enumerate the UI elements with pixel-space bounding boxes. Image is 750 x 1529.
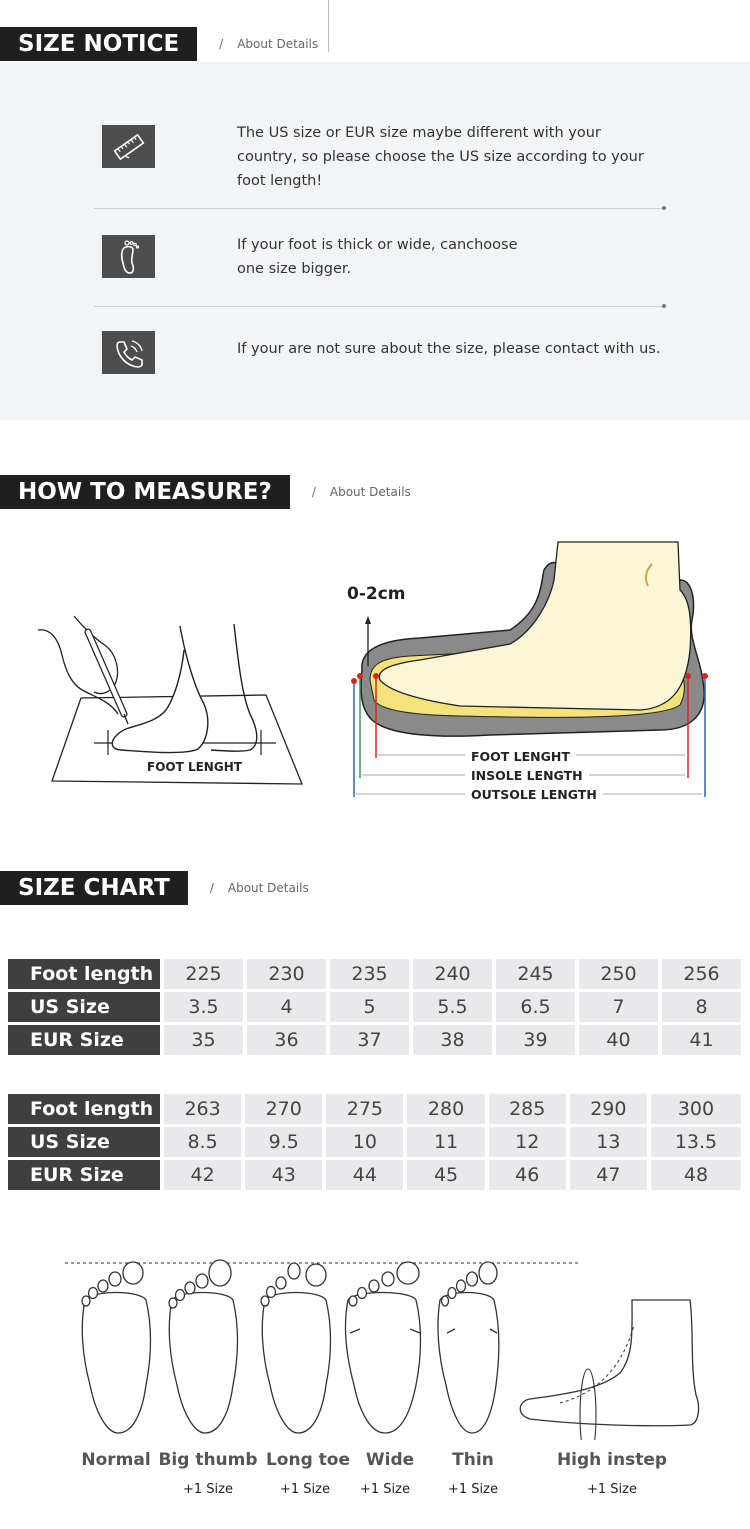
notice-divider <box>94 208 664 209</box>
table-cell: 47 <box>570 1160 647 1190</box>
table-cell: 290 <box>570 1094 647 1124</box>
row-header: EUR Size <box>8 1025 160 1055</box>
foot-types-illustration <box>60 1255 730 1440</box>
shoe-foot-length-label: FOOT LENGHT <box>465 749 576 764</box>
table-cell: 37 <box>330 1025 409 1055</box>
table-cell: 245 <box>496 959 575 989</box>
foot-type-label: Big thumb <box>158 1450 258 1470</box>
foot-type-label: Thin <box>452 1450 494 1470</box>
table-cell: 43 <box>245 1160 322 1190</box>
table-cell: 9.5 <box>245 1127 322 1157</box>
table-row <box>8 992 741 1022</box>
table-row <box>8 1127 741 1157</box>
table-cell: 263 <box>164 1094 241 1124</box>
table-cell: 285 <box>489 1094 566 1124</box>
table-cell: 11 <box>407 1127 484 1157</box>
row-header: Foot length <box>8 959 160 989</box>
table-cell: 40 <box>579 1025 658 1055</box>
table-cell: 6.5 <box>496 992 575 1022</box>
table-cell: 46 <box>489 1160 566 1190</box>
table-cell: 13 <box>570 1127 647 1157</box>
shoe-cross-section-illustration <box>340 540 720 805</box>
table-cell: 12 <box>489 1127 566 1157</box>
table-cell: 36 <box>247 1025 326 1055</box>
table-cell: 42 <box>164 1160 241 1190</box>
section-subtitle: / About Details <box>311 485 411 499</box>
how-to-measure-header <box>0 475 411 509</box>
table-cell: 7 <box>579 992 658 1022</box>
foot-icon <box>102 235 155 278</box>
foot-type-label: Wide <box>365 1450 415 1470</box>
table-cell: 48 <box>651 1160 741 1190</box>
table-cell: 13.5 <box>651 1127 741 1157</box>
table-row <box>8 1094 741 1124</box>
table-cell: 225 <box>164 959 243 989</box>
size-adjustment: +1 Size <box>280 1482 330 1497</box>
table-cell: 275 <box>326 1094 403 1124</box>
notice-divider <box>94 306 664 307</box>
section-subtitle: / About Details <box>219 37 319 51</box>
section-subtitle: / About Details <box>209 881 309 895</box>
table-cell: 235 <box>330 959 409 989</box>
table-cell: 240 <box>413 959 492 989</box>
row-header: EUR Size <box>8 1160 160 1190</box>
table-cell: 38 <box>413 1025 492 1055</box>
row-header: US Size <box>8 1127 160 1157</box>
table-cell: 44 <box>326 1160 403 1190</box>
table-row <box>8 959 741 989</box>
table-cell: 230 <box>247 959 326 989</box>
table-row <box>8 1025 741 1055</box>
table-cell: 300 <box>651 1094 741 1124</box>
section-title: HOW TO MEASURE? <box>0 475 290 509</box>
section-title: SIZE CHART <box>0 871 188 905</box>
size-table-1 <box>4 956 745 1058</box>
table-cell: 39 <box>496 1025 575 1055</box>
shoe-insole-length-label: INSOLE LENGTH <box>465 768 589 783</box>
foot-type-label: Long toe <box>265 1450 351 1470</box>
table-cell: 270 <box>245 1094 322 1124</box>
table-cell: 5.5 <box>413 992 492 1022</box>
foot-type-label: High instep <box>556 1450 668 1470</box>
size-adjustment: +1 Size <box>448 1482 498 1497</box>
size-adjustment: +1 Size <box>587 1482 637 1497</box>
foot-length-label: FOOT LENGHT <box>147 760 242 774</box>
table-cell: 10 <box>326 1127 403 1157</box>
notice-text-2: If your foot is thick or wide, canchoose one size bigger. <box>237 237 518 277</box>
table-cell: 5 <box>330 992 409 1022</box>
notice-text-3: If your are not sure about the size, please contact with us. <box>237 341 661 357</box>
size-table-2 <box>4 1091 745 1193</box>
size-adjustment: +1 Size <box>183 1482 233 1497</box>
header-divider <box>328 0 329 52</box>
table-cell: 256 <box>662 959 741 989</box>
section-title: SIZE NOTICE <box>0 27 197 61</box>
notice-text-1: The US size or EUR size maybe different with your country, so please choose the US size according to your foot length! <box>237 125 644 189</box>
table-cell: 4 <box>247 992 326 1022</box>
size-adjustment: +1 Size <box>360 1482 410 1497</box>
size-notice-header <box>0 27 318 61</box>
table-cell: 8.5 <box>164 1127 241 1157</box>
shoe-outsole-length-label: OUTSOLE LENGTH <box>465 787 603 802</box>
size-chart-header <box>0 871 309 905</box>
table-cell: 250 <box>579 959 658 989</box>
table-cell: 280 <box>407 1094 484 1124</box>
foot-type-label: Normal <box>81 1450 151 1470</box>
row-header: US Size <box>8 992 160 1022</box>
phone-icon <box>102 331 155 374</box>
table-cell: 3.5 <box>164 992 243 1022</box>
gap-label: 0-2cm <box>347 584 406 604</box>
table-cell: 41 <box>662 1025 741 1055</box>
row-header: Foot length <box>8 1094 160 1124</box>
table-cell: 8 <box>662 992 741 1022</box>
table-row <box>8 1160 741 1190</box>
ruler-icon <box>102 125 155 168</box>
table-cell: 45 <box>407 1160 484 1190</box>
table-cell: 35 <box>164 1025 243 1055</box>
